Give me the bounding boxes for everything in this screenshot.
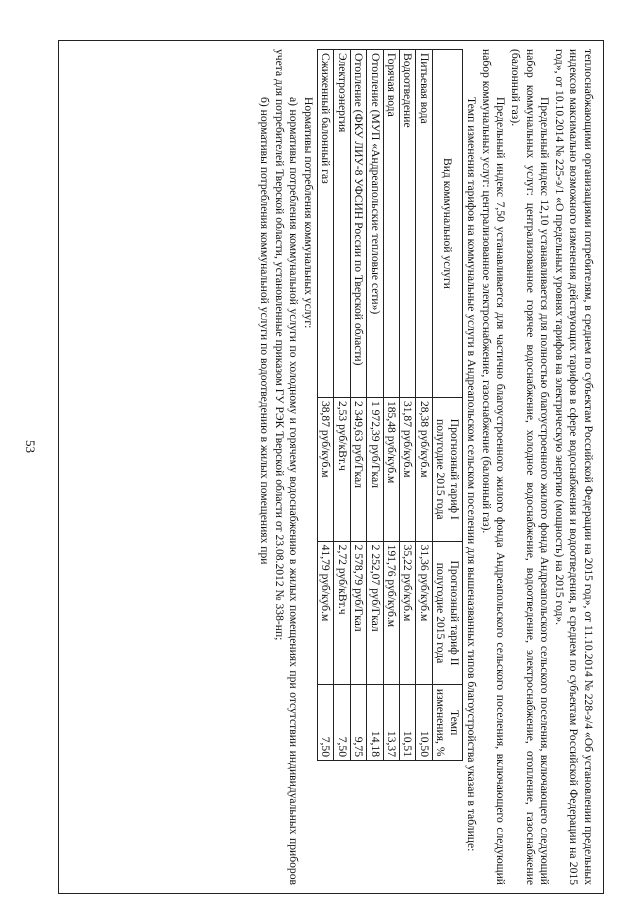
paragraph-norm-a: а) нормативы потребления коммунальной услуги по холодному и горячему водоснабжению в жилых помещениях при отсутствии индивидуальных приборов учета для потребителей Тверской области, установленные приказом ГУ РЭК Тверской области от 23.08.2012 № 338-нп; xyxy=(272,49,301,885)
table-row xyxy=(334,50,350,761)
cell-rate: 9,75 xyxy=(350,685,366,761)
paragraph-norm-b: б) нормативы потребления коммунальной услуги по водоотведению в жилых помещениях при xyxy=(258,97,272,565)
table-row xyxy=(416,50,432,761)
cell-tariff-h2: 41,79 руб/куб.м xyxy=(318,541,334,685)
document-body xyxy=(59,43,599,893)
cell-service: Водоотведение xyxy=(400,50,416,398)
header-service: Вид коммунальной услуги xyxy=(432,50,462,398)
paragraph-table-intro: Темп изменения тарифов на коммунальные услуги в Андреапольском сельском поселении для вышеназванных типов благоустройства указан в таблице: xyxy=(465,97,479,852)
cell-rate: 7,50 xyxy=(334,685,350,761)
cell-rate: 10,51 xyxy=(400,685,416,761)
cell-tariff-h2: 35,22 руб/куб.м xyxy=(400,541,416,685)
cell-service: Отопление (ФКУ ЛИУ-8 УФСИН России по Тверской области) xyxy=(350,50,366,398)
header-rate: Темп изменения, % xyxy=(432,685,462,761)
cell-tariff-h2: 2 578,79 руб/Гкал xyxy=(350,541,366,685)
cell-rate: 7,50 xyxy=(318,685,334,761)
cell-tariff-h1: 31,87 руб/куб.м xyxy=(400,397,416,541)
paragraph-index-full: Предельный индекс 12,10 устанавливается для полностью благоустроенного жилого фонда Андреапольского сельского поселения, включающего следующий набор коммунальных услуг: централизованное горячее водоснабжение, холодное водоснабжение, водоотведение, электроснабжение, отопление, газоснабжение (балонный газ). xyxy=(509,49,552,885)
cell-service: Горячая вода xyxy=(383,50,399,398)
tariff-table xyxy=(317,49,463,761)
table-row xyxy=(400,50,416,761)
paragraph-index-partial: Предельный индекс 7,50 устанавливается для частично благоустроенного жилого фонда Андреапольского сельского поселения, включающего следующий набор коммунальных услуг: централизованное электроснабжение, газоснабжение (балонный газ). xyxy=(479,49,508,885)
paragraph-norms-heading: Нормативы потребления коммунальных услуг: xyxy=(302,97,315,329)
cell-service: Отопление (МУП «Андреапольские тепловые сети») xyxy=(367,50,383,398)
paragraph-intro: теплоснабжающими организациями потребителям, в среднем по субъектам Российской Федерации на 2015 год», от 11.10.2014 № 228-э/4 «Об установлении предельных индексов максимально возможного изменения действующих тарифов в сфере водоснабжения и водоотведения, в среднем по субъектам Российской Федерации на 2015 год», от 10.10.2014 № 225-э/1 «О предельных уровнях тарифов на электрическую энергию (мощность) на 2015 год». xyxy=(552,49,595,885)
cell-tariff-h1: 1 972,39 руб/Гкал xyxy=(367,397,383,541)
table-row xyxy=(383,50,399,761)
cell-tariff-h2: 31,36 руб/куб.м xyxy=(416,541,432,685)
table-row xyxy=(350,50,366,761)
table-header-row xyxy=(432,50,462,761)
table-row xyxy=(367,50,383,761)
cell-tariff-h1: 2 349,63 руб/Гкал xyxy=(350,397,366,541)
cell-tariff-h1: 28,38 руб/куб.м xyxy=(416,397,432,541)
cell-service: Электроэнергия xyxy=(334,50,350,398)
page-frame xyxy=(58,40,604,894)
cell-service: Сжиженный балонный газ xyxy=(318,50,334,398)
page-number: 53 xyxy=(23,440,38,453)
cell-tariff-h1: 185,48 руб/куб.м xyxy=(383,397,399,541)
cell-tariff-h2: 2,72 руб/кВт.ч xyxy=(334,541,350,685)
cell-tariff-h1: 2,53 руб/кВт.ч xyxy=(334,397,350,541)
header-tariff-h1: Прогнозный тариф I полугодие 2015 года xyxy=(432,397,462,541)
header-tariff-h2: Прогнозный тариф II полугодие 2015 года xyxy=(432,541,462,685)
cell-tariff-h2: 2 252,07 руб/Гкал xyxy=(367,541,383,685)
cell-rate: 14,18 xyxy=(367,685,383,761)
cell-rate: 13,37 xyxy=(383,685,399,761)
cell-tariff-h1: 38,87 руб/куб.м xyxy=(318,397,334,541)
cell-rate: 10,50 xyxy=(416,685,432,761)
table-row xyxy=(318,50,334,761)
cell-tariff-h2: 191,76 руб/куб.м xyxy=(383,541,399,685)
cell-service: Питьевая вода xyxy=(416,50,432,398)
